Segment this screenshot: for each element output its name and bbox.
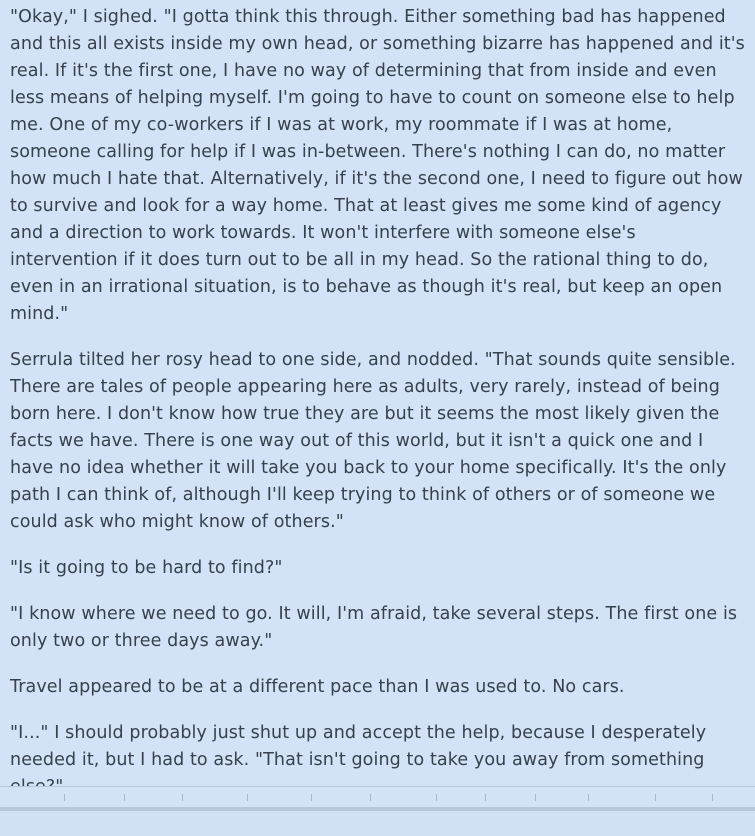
page-ruler bbox=[0, 786, 755, 807]
ruler-tick bbox=[436, 794, 437, 801]
paragraph: "I..." I should probably just shut up and accept the help, because I desperately needed it, but I had to ask. "That isn't going to take you away from something bbox=[10, 723, 707, 770]
ruler-tick bbox=[311, 794, 312, 801]
ruler-tick bbox=[655, 794, 656, 801]
ruler-tick bbox=[182, 794, 183, 801]
ruler-tick bbox=[124, 794, 125, 801]
ruler-tick bbox=[588, 794, 589, 801]
ruler-tick bbox=[370, 794, 371, 801]
next-page-area bbox=[0, 811, 755, 836]
ruler-tick bbox=[64, 794, 65, 801]
paragraph: "I know where we need to go. It will, I'm afraid, take several steps. The first one is only two or three days away." bbox=[10, 604, 738, 651]
paragraph: Travel appeared to be at a different pace than I was used to. No cars. bbox=[10, 677, 625, 697]
paragraph: Serrula tilted her rosy head to one side, and nodded. "That sounds quite sensible. There are tales of people appearing here as adults, very rarely, instead of being born here. I don't know how true they are but it seems the most likely given the facts we have. There is one way out of this world, but it isn't a quick one and I have no idea whether it will take you back to your home specifically. It's the only path I can think of, although I'll keep trying to think of others or of someone we could ask who might know of others." bbox=[10, 350, 736, 532]
paragraph: "Okay," I sighed. "I gotta think this through. Either something bad has happened and this all exists inside my own head, or something bizarre has happened and it's real. If it's the first one, I have no way of determining that from inside and even less means of helping myself. I'm going to have to count on someone else to help me. One of my co-workers if I was at work, my roommate if I was at home, someone calling for help if I was in-between. There's nothing I can do, no matter how much I hate that. Alternatively, if it's the second one, I need to figure out how to survive and look for a way home. That at least gives me some kind of agency and a direction to work towards. It won't interfere with someone else's intervention if it does turn out to be all in my head. So the rational thing to do, even in an irrational situation, is to behave as though it's real, but keep an open mind." bbox=[10, 7, 745, 324]
paragraph: "Is it going to be hard to find?" bbox=[10, 558, 283, 578]
ruler-tick bbox=[712, 794, 713, 801]
ruler-tick bbox=[485, 794, 486, 801]
ruler-tick bbox=[247, 794, 248, 801]
ruler-tick bbox=[535, 794, 536, 801]
